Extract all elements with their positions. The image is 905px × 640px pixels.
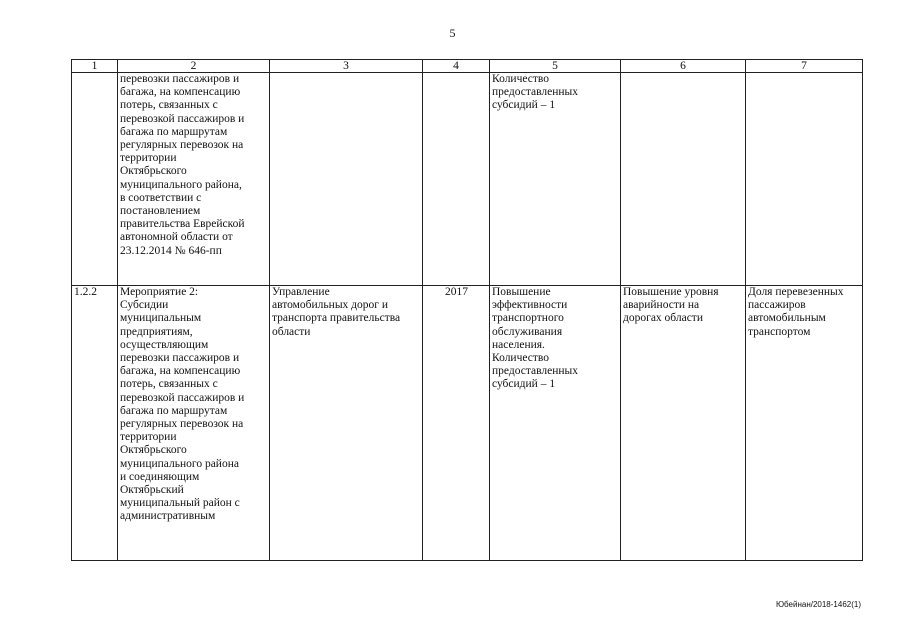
measure-name-cell (118, 286, 270, 561)
expected-result: Количество предоставленных субсидий – 1 (492, 73, 579, 112)
column-number-6: 6 (621, 60, 746, 73)
year: 2017 (445, 286, 468, 298)
column-number-4: 4 (423, 60, 490, 73)
measures-table (71, 59, 863, 561)
consequences-cell (621, 286, 746, 561)
measure-name-cell (118, 73, 270, 286)
document-code: Юбейнан/2018-1462(1) (775, 600, 861, 609)
expected-result-cell (490, 286, 621, 561)
column-number-1: 1 (72, 60, 118, 73)
page-number: 5 (449, 26, 456, 40)
measure-name: Мероприятие 2: Субсидии муниципальным предприятиям, осуществляющим перевозки пассажиров и багажа, на компенсацию потерь, связанных с перевозкой пассажиров и багажа по маршрутам регулярных перевозок на территории Октябрьского муниципального района и соединяющим Октябрьский муниципальный район с административным (120, 286, 245, 523)
item-number: 1.2.2 (74, 286, 97, 298)
year-cell (423, 73, 490, 286)
column-number-row (72, 60, 863, 73)
indicator-cell (746, 73, 863, 286)
consequences: Повышение уровня аварийности на дорогах области (623, 286, 719, 325)
column-number-7: 7 (746, 60, 863, 73)
year-cell (423, 286, 490, 561)
expected-result: Повышение эффективности транспортного обслуживания населения. Количество предоставленных субсидий – 1 (492, 286, 579, 391)
executor-cell (270, 286, 423, 561)
consequences-cell (621, 73, 746, 286)
item-number-cell (72, 286, 118, 561)
item-number-cell (72, 73, 118, 286)
column-number-5: 5 (490, 60, 621, 73)
column-number-3: 3 (270, 60, 423, 73)
indicator-cell (746, 286, 863, 561)
executor-cell (270, 73, 423, 286)
measure-name: перевозки пассажиров и багажа, на компенсацию потерь, связанных с перевозкой пассажиров и багажа по маршрутам регулярных перевозок на территории Октябрьского муниципального района, в соответствии с постановлением правительства Еврейской автономной области от 23.12.2014 № 646-пп (120, 73, 245, 257)
executor: Управление автомобильных дорог и транспорта правительства области (272, 286, 401, 338)
expected-result-cell (490, 73, 621, 286)
indicator: Доля перевезенных пассажиров автомобильным транспортом (748, 286, 844, 338)
table-row (72, 286, 863, 561)
table-row (72, 73, 863, 286)
column-number-2: 2 (118, 60, 270, 73)
